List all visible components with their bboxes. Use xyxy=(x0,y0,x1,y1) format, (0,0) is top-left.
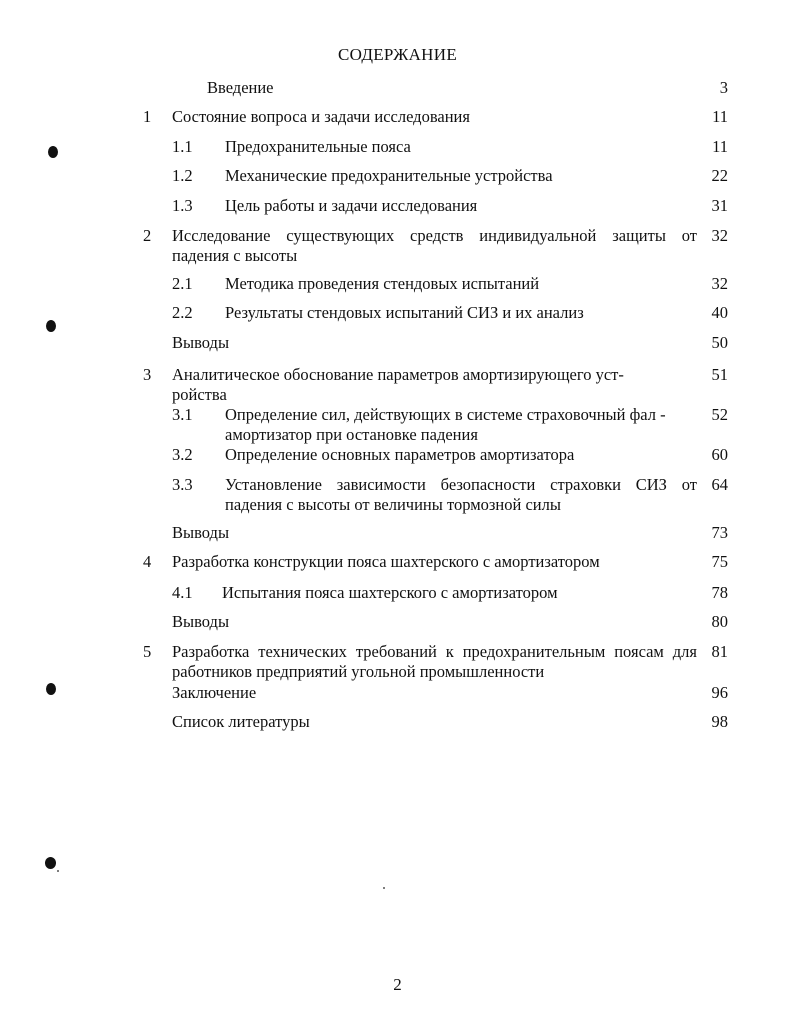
toc-entry-text: Результаты стендовых испытаний СИЗ и их анализ xyxy=(225,303,584,322)
toc-entry-page: 3 xyxy=(719,78,728,97)
toc-entry-number: 1.2 xyxy=(172,166,193,185)
toc-entry-text: Методика проведения стендовых испытаний xyxy=(225,274,540,293)
toc-entry-number: 4 xyxy=(143,552,152,571)
toc-entry-text: Установление зависимости безопасности страховки СИЗ от падения с высоты от величины тормозной силы xyxy=(225,475,697,514)
toc-entry-text: Заключение xyxy=(172,683,257,702)
toc-entry-text: Выводы xyxy=(172,523,230,542)
toc-entry-page: 11 xyxy=(712,137,728,156)
toc-entry-text: Выводы xyxy=(172,612,230,631)
toc-entry-text: Выводы xyxy=(172,333,230,352)
toc-entry-number: 3.3 xyxy=(172,475,193,494)
toc-entry-number: 1 xyxy=(143,107,152,126)
toc-entry-page: 50 xyxy=(711,333,728,352)
punch-hole-mark xyxy=(46,683,56,695)
toc-entry-page: 98 xyxy=(711,712,728,731)
toc-entry-page: 11 xyxy=(712,107,728,126)
toc-entry-page: 32 xyxy=(711,274,728,293)
scan-speck xyxy=(57,870,59,872)
toc-entry-page: 73 xyxy=(711,523,728,542)
toc-entry-text: Аналитическое обоснование параметров амортизирующего уст-ройства xyxy=(172,365,624,404)
toc-entry-page: 51 xyxy=(711,365,728,384)
toc-entry-number: 3 xyxy=(143,365,152,384)
toc-entry-number: 2 xyxy=(143,226,152,245)
toc-entry-text: Определение сил, действующих в системе страховочный фал - амортизатор при остановке падения xyxy=(225,405,666,444)
toc-entry-text: Испытания пояса шахтерского с амортизатором xyxy=(222,583,558,602)
toc-entry-text: Разработка технических требований к предохранительным поясам для работников предприятий угольной промышленности xyxy=(172,642,697,681)
toc-entry-page: 60 xyxy=(711,445,728,464)
page-number: 2 xyxy=(393,975,402,994)
toc-entry-text: Состояние вопроса и задачи исследования xyxy=(172,107,470,126)
toc-entry-text: Введение xyxy=(207,78,274,97)
toc-entry-text: Предохранительные пояса xyxy=(225,137,411,156)
toc-entry-text: Цель работы и задачи исследования xyxy=(225,196,478,215)
punch-hole-mark xyxy=(48,146,58,158)
toc-entry-text: Исследование существующих средств индивидуальной защиты от падения с высоты xyxy=(172,226,697,265)
punch-hole-mark xyxy=(45,857,56,869)
toc-entry-number: 4.1 xyxy=(172,583,193,602)
toc-entry-number: 2.2 xyxy=(172,303,193,322)
toc-entry-page: 96 xyxy=(711,683,728,702)
toc-entry-page: 31 xyxy=(711,196,728,215)
scan-speck xyxy=(383,887,385,889)
page-title: СОДЕРЖАНИЕ xyxy=(337,45,458,64)
toc-entry-page: 40 xyxy=(711,303,728,322)
toc-entry-page: 78 xyxy=(711,583,728,602)
toc-entry-number: 2.1 xyxy=(172,274,193,293)
toc-entry-text: Механические предохранительные устройства xyxy=(225,166,553,185)
toc-entry-page: 64 xyxy=(711,475,728,494)
toc-entry-page: 22 xyxy=(711,166,728,185)
toc-entry-number: 3.1 xyxy=(172,405,193,424)
toc-entry-page: 81 xyxy=(711,642,728,661)
toc-entry-page: 52 xyxy=(711,405,728,424)
toc-entry-text: Определение основных параметров амортизатора xyxy=(225,445,575,464)
toc-entry-number: 1.1 xyxy=(172,137,193,156)
toc-entry-number: 3.2 xyxy=(172,445,193,464)
toc-entry-page: 75 xyxy=(711,552,728,571)
punch-hole-mark xyxy=(46,320,56,332)
toc-entry-page: 80 xyxy=(711,612,728,631)
toc-entry-text: Список литературы xyxy=(172,712,310,731)
toc-entry-text: Разработка конструкции пояса шахтерского с амортизатором xyxy=(172,552,600,571)
toc-entry-number: 1.3 xyxy=(172,196,193,215)
toc-entry-page: 32 xyxy=(711,226,728,245)
toc-entry-number: 5 xyxy=(143,642,152,661)
